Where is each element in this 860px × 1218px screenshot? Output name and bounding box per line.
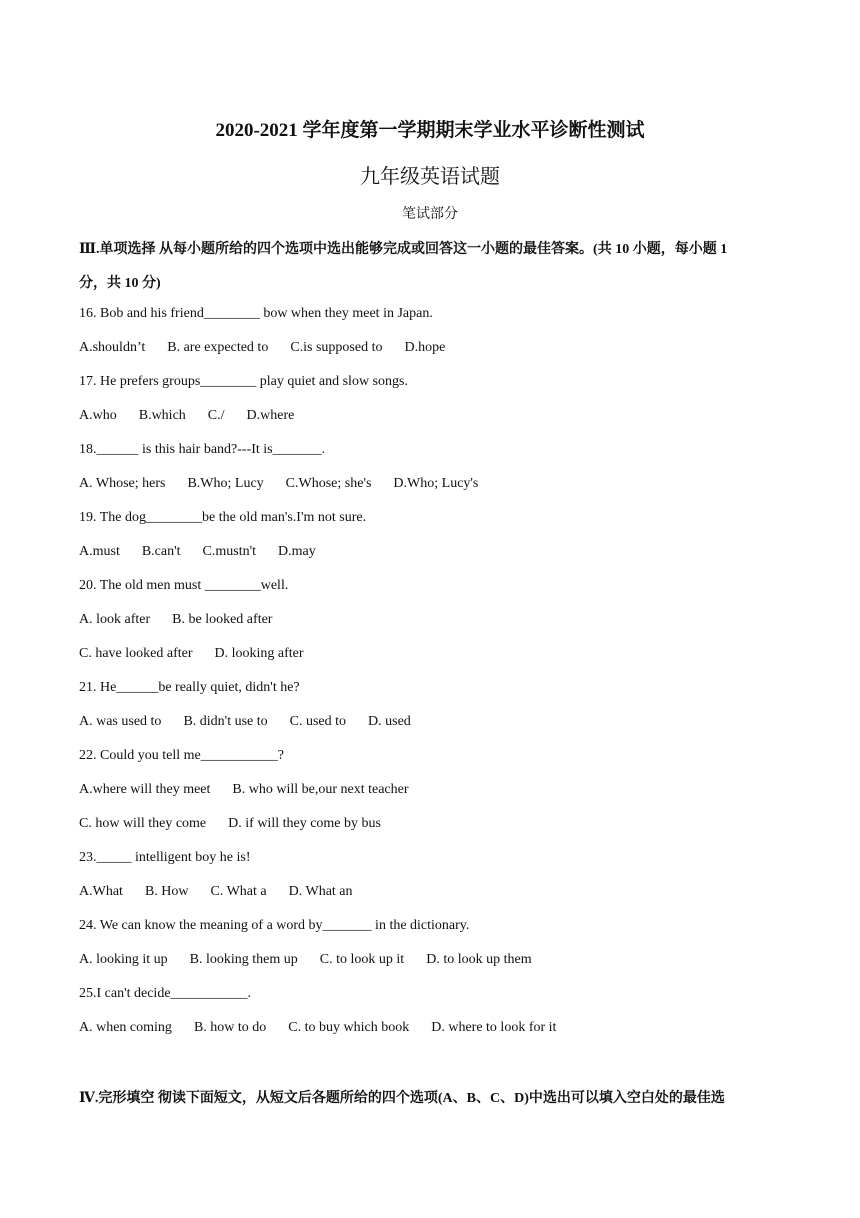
option-c: C. to buy which book (288, 1020, 410, 1035)
option-c: C.mustn't (202, 544, 257, 559)
question-17-stem: 17. He prefers groups________ play quiet and slow songs. (79, 374, 408, 389)
option-d: D.hope (404, 340, 446, 355)
option-a: A. was used to (79, 714, 162, 729)
option-b: B. be looked after (172, 612, 273, 627)
section-3-instructions: Ⅲ.单项选择 从每小题所给的四个选项中选出能够完成或回答这一小题的最佳答案。(共 10 小题，每小题 1 (79, 242, 728, 257)
option-a: A. when coming (79, 1020, 172, 1035)
option-a: A.where will they meet (79, 782, 211, 797)
question-23-stem: 23._____ intelligent boy he is! (79, 850, 251, 865)
question-22-stem: 22. Could you tell me___________? (79, 748, 284, 763)
option-a: A.shouldn’t (79, 340, 146, 355)
exam-title: 2020-2021 学年度第一学期期末学业水平诊断性测试 (215, 120, 645, 141)
option-b: B. how to do (193, 1020, 267, 1035)
question-20-options-row1 (79, 612, 272, 628)
option-d: D.where (246, 408, 295, 423)
option-c: C. What a (210, 884, 267, 899)
question-21-options (79, 714, 411, 730)
question-25-options (79, 1020, 556, 1036)
option-a: A.who (79, 408, 117, 423)
question-17-options (79, 408, 294, 424)
option-b: B. who will be,our next teacher (232, 782, 409, 797)
option-b: B.can't (141, 544, 181, 559)
option-c: C. used to (289, 714, 347, 729)
exam-subtitle: 九年级英语试题 (360, 166, 500, 188)
part-label: 笔试部分 (402, 207, 458, 222)
question-22-options-row2 (79, 816, 381, 832)
question-19-options (79, 544, 316, 560)
question-18-options (79, 476, 478, 492)
question-21-stem: 21. He______be really quiet, didn't he? (79, 680, 300, 695)
option-d: D. to look up them (426, 952, 532, 967)
section-3-instructions-cont: 分，共 10 分) (79, 276, 161, 291)
option-c: C.is supposed to (290, 340, 383, 355)
option-a: A.must (79, 544, 120, 559)
option-b: B.which (138, 408, 186, 423)
option-c: C./ (207, 408, 225, 423)
option-d: D. if will they come by bus (228, 816, 381, 831)
question-19-stem: 19. The dog________be the old man's.I'm not sure. (79, 510, 367, 525)
option-b: B. looking them up (189, 952, 298, 967)
option-b: B. didn't use to (183, 714, 268, 729)
option-d: D.Who; Lucy's (393, 476, 479, 491)
section-4-instructions: Ⅳ.完形填空 彻读下面短文，从短文后各题所给的四个选项(A、B、C、D)中选出可以填入空白处的最佳选 (79, 1091, 725, 1106)
option-c: C.Whose; she's (285, 476, 372, 491)
question-16-stem: 16. Bob and his friend________ bow when they meet in Japan. (79, 306, 433, 321)
option-b: B. are expected to (167, 340, 269, 355)
question-18-stem: 18.______ is this hair band?---It is_______. (79, 442, 326, 457)
option-a: A.What (79, 884, 123, 899)
question-24-options (79, 952, 532, 968)
option-a: A. looking it up (79, 952, 168, 967)
option-d: D. What an (288, 884, 353, 899)
question-25-stem: 25.I can't decide___________. (79, 986, 252, 1001)
option-b: B.Who; Lucy (187, 476, 264, 491)
option-d: D. used (368, 714, 411, 729)
question-22-options-row1 (79, 782, 409, 798)
option-c: C. how will they come (79, 816, 207, 831)
question-20-stem: 20. The old men must ________well. (79, 578, 289, 593)
option-b: B. How (144, 884, 189, 899)
option-a: A. look after (79, 612, 151, 627)
option-d: D. where to look for it (431, 1020, 557, 1035)
option-c: C. to look up it (319, 952, 405, 967)
question-16-options (79, 340, 445, 356)
option-d: D.may (278, 544, 316, 559)
option-a: A. Whose; hers (79, 476, 166, 491)
question-24-stem: 24. We can know the meaning of a word by_______ in the dictionary. (79, 918, 470, 933)
option-c: C. have looked after (79, 646, 193, 661)
option-d: D. looking after (214, 646, 304, 661)
question-20-options-row2 (79, 646, 304, 662)
question-23-options (79, 884, 353, 900)
